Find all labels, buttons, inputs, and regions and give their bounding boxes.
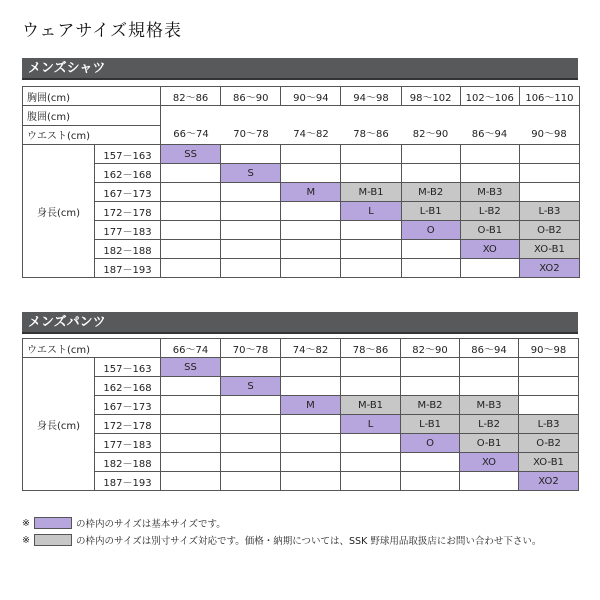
size-cell: L-B3 — [519, 415, 579, 434]
size-row — [23, 202, 580, 221]
legend-standard — [22, 516, 226, 530]
size-cell: O — [401, 434, 460, 453]
size-row — [23, 377, 579, 396]
empty-cell — [161, 164, 221, 183]
height-range: 187－193 — [95, 472, 161, 491]
empty-cell — [341, 164, 401, 183]
waist-range: 66～74 — [173, 129, 209, 140]
height-range: 187－193 — [95, 259, 161, 278]
height-label: 身長(cm) — [23, 358, 95, 491]
chest-range: 90～94 — [281, 87, 341, 106]
empty-cell — [281, 164, 341, 183]
size-row — [23, 434, 579, 453]
empty-cell — [161, 396, 221, 415]
waist-range: 78～86 — [341, 339, 401, 358]
size-cell: M — [281, 396, 341, 415]
page-title: ウェアサイズ規格表 — [22, 21, 182, 41]
empty-cell — [460, 145, 519, 164]
empty-cell — [401, 259, 460, 278]
empty-cell — [281, 259, 341, 278]
empty-cell — [341, 472, 401, 491]
empty-cell — [460, 377, 519, 396]
empty-cell — [519, 358, 579, 377]
size-row — [23, 396, 579, 415]
abdomen-waist-area — [161, 106, 580, 145]
size-cell: SS — [161, 358, 221, 377]
pants-size-body — [23, 358, 579, 491]
empty-cell — [161, 434, 221, 453]
size-cell: S — [221, 164, 281, 183]
size-cell: XO2 — [519, 472, 579, 491]
chest-range: 86～90 — [221, 87, 281, 106]
empty-cell — [161, 453, 221, 472]
shirts-waist-row — [161, 125, 579, 144]
size-cell: S — [221, 377, 281, 396]
waist-range: 86～94 — [460, 339, 519, 358]
empty-cell — [221, 259, 281, 278]
empty-cell — [401, 377, 460, 396]
size-cell: M-B3 — [460, 396, 519, 415]
legend-optional — [22, 533, 541, 547]
chest-range: 102～106 — [460, 87, 519, 106]
chest-range: 98～102 — [401, 87, 460, 106]
empty-cell — [281, 453, 341, 472]
waist-range: 90～98 — [519, 339, 579, 358]
empty-cell — [221, 396, 281, 415]
empty-cell — [460, 472, 519, 491]
empty-cell — [519, 183, 579, 202]
size-cell: M — [281, 183, 341, 202]
empty-cell — [341, 453, 401, 472]
legend-optional-text: の枠内のサイズは別寸サイズ対応です。価格・納期については、SSK 野球用品取扱店にお問い合わせ下さい。 — [76, 536, 542, 547]
size-cell: O-B1 — [460, 221, 519, 240]
size-cell: L-B3 — [519, 202, 579, 221]
height-range: 172－178 — [95, 415, 161, 434]
empty-cell — [341, 377, 401, 396]
waist-label: ウエスト(cm) — [23, 339, 161, 358]
chest-range: 106～110 — [519, 87, 579, 106]
waist-label: ウエスト(cm) — [23, 125, 161, 145]
size-cell: M-B3 — [460, 183, 519, 202]
empty-cell — [401, 240, 460, 259]
height-label: 身長(cm) — [23, 145, 95, 278]
waist-range: 74～82 — [281, 339, 341, 358]
empty-cell — [281, 240, 341, 259]
size-cell: XO2 — [519, 259, 579, 278]
abdomen-label: 腹囲(cm) — [23, 106, 161, 126]
empty-cell — [281, 472, 341, 491]
height-range: 182－188 — [95, 240, 161, 259]
empty-cell — [519, 396, 579, 415]
shirts-section-header: メンズシャツ — [22, 58, 578, 80]
size-cell: M-B2 — [401, 183, 460, 202]
size-cell: L-B1 — [401, 415, 460, 434]
empty-cell — [460, 358, 519, 377]
size-cell: XO-B1 — [519, 240, 579, 259]
size-cell: O-B2 — [519, 221, 579, 240]
empty-cell — [221, 240, 281, 259]
empty-cell — [519, 145, 579, 164]
empty-cell — [161, 472, 221, 491]
chest-range: 82～86 — [161, 87, 221, 106]
height-range: 182－188 — [95, 453, 161, 472]
size-row — [23, 453, 579, 472]
waist-range: 74～82 — [293, 129, 329, 140]
empty-cell — [221, 453, 281, 472]
size-row — [23, 221, 580, 240]
empty-cell — [221, 415, 281, 434]
waist-range: 86～94 — [471, 129, 508, 140]
empty-cell — [460, 259, 519, 278]
empty-cell — [401, 453, 460, 472]
height-range: 177－183 — [95, 221, 161, 240]
size-row — [23, 415, 579, 434]
size-cell: XO — [460, 453, 519, 472]
size-row — [23, 164, 580, 183]
size-cell: O — [401, 221, 460, 240]
empty-cell — [281, 377, 341, 396]
empty-cell — [341, 240, 401, 259]
size-cell: L-B1 — [401, 202, 460, 221]
chest-label: 胸囲(cm) — [23, 87, 161, 106]
chest-range: 94～98 — [341, 87, 401, 106]
height-range: 157－163 — [95, 358, 161, 377]
empty-cell — [341, 259, 401, 278]
empty-cell — [221, 472, 281, 491]
size-cell: M-B2 — [401, 396, 460, 415]
size-cell: L-B2 — [460, 202, 519, 221]
height-range: 172－178 — [95, 202, 161, 221]
empty-cell — [221, 221, 281, 240]
pants-section-header: メンズパンツ — [22, 312, 578, 334]
empty-cell — [281, 202, 341, 221]
waist-range: 82～90 — [412, 129, 449, 140]
size-row — [23, 240, 580, 259]
size-cell: L — [341, 202, 401, 221]
empty-cell — [161, 202, 221, 221]
height-range: 157－163 — [95, 145, 161, 164]
waist-range: 90～98 — [531, 129, 567, 140]
size-cell: L-B2 — [460, 415, 519, 434]
empty-cell — [221, 434, 281, 453]
empty-cell — [341, 358, 401, 377]
empty-cell — [281, 434, 341, 453]
shirts-size-body — [23, 145, 580, 278]
empty-cell — [281, 358, 341, 377]
empty-cell — [221, 183, 281, 202]
size-cell: XO — [460, 240, 519, 259]
size-cell: O-B1 — [460, 434, 519, 453]
empty-cell — [519, 164, 579, 183]
optional-swatch — [34, 534, 72, 546]
empty-cell — [221, 358, 281, 377]
waist-range: 82～90 — [401, 339, 460, 358]
size-cell: M-B1 — [341, 183, 401, 202]
shirts-size-table — [22, 86, 580, 278]
note-mark: ※ — [22, 534, 30, 546]
size-row — [23, 183, 580, 202]
size-row — [23, 358, 579, 377]
empty-cell — [221, 145, 281, 164]
height-range: 167－173 — [95, 396, 161, 415]
empty-cell — [161, 221, 221, 240]
empty-cell — [341, 434, 401, 453]
empty-cell — [341, 221, 401, 240]
waist-range: 66～74 — [161, 339, 221, 358]
waist-range: 70～78 — [221, 339, 281, 358]
height-range: 167－173 — [95, 183, 161, 202]
empty-cell — [281, 415, 341, 434]
size-row — [23, 472, 579, 491]
standard-swatch — [34, 517, 72, 529]
empty-cell — [401, 358, 460, 377]
empty-cell — [341, 145, 401, 164]
waist-range: 78～86 — [353, 129, 389, 140]
empty-cell — [401, 164, 460, 183]
empty-cell — [401, 145, 460, 164]
empty-cell — [221, 202, 281, 221]
height-range: 162－168 — [95, 377, 161, 396]
empty-cell — [281, 221, 341, 240]
empty-cell — [161, 377, 221, 396]
empty-cell — [401, 472, 460, 491]
waist-range: 70～78 — [233, 129, 269, 140]
size-row — [23, 145, 580, 164]
size-row — [23, 259, 580, 278]
note-mark: ※ — [22, 517, 30, 529]
legend-standard-text: の枠内のサイズは基本サイズです。 — [76, 519, 226, 530]
pants-size-table — [22, 338, 579, 491]
size-cell: XO-B1 — [519, 453, 579, 472]
empty-cell — [161, 415, 221, 434]
empty-cell — [460, 164, 519, 183]
empty-cell — [161, 259, 221, 278]
empty-cell — [281, 145, 341, 164]
size-cell: O-B2 — [519, 434, 579, 453]
height-range: 177－183 — [95, 434, 161, 453]
empty-cell — [519, 377, 579, 396]
size-cell: M-B1 — [341, 396, 401, 415]
height-range: 162－168 — [95, 164, 161, 183]
size-cell: L — [341, 415, 401, 434]
empty-cell — [161, 240, 221, 259]
empty-cell — [161, 183, 221, 202]
size-cell: SS — [161, 145, 221, 164]
